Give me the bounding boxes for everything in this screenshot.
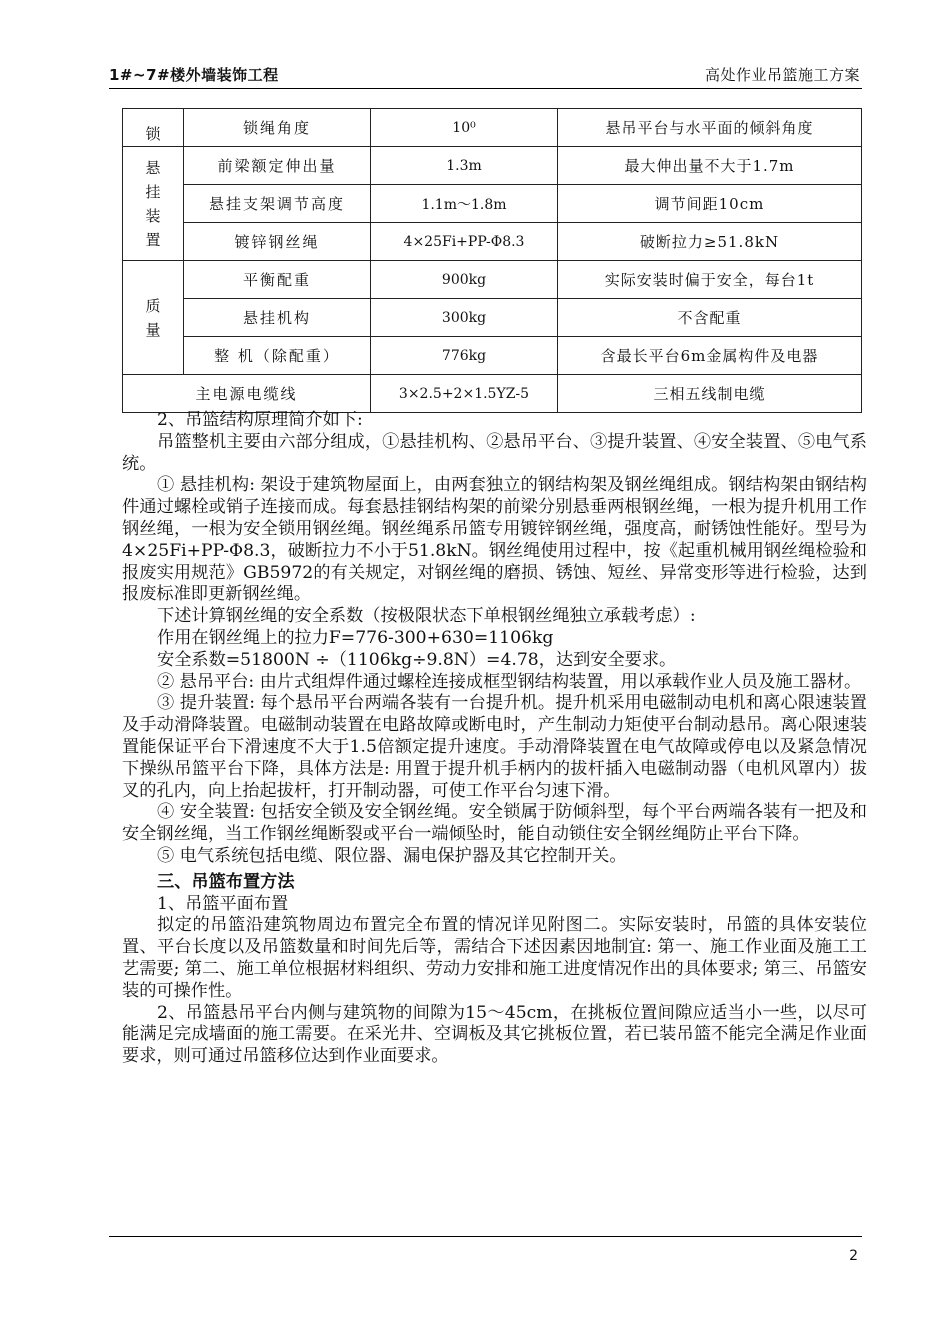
paragraph: 拟定的吊篮沿建筑物周边布置完全布置的情况详见附图二。实际安装时，吊篮的具体安装位置、平台长度以及吊篮数量和时间先后等，需结合下述因素因地制宜: 第一、施工作业面及施工工艺需要; 第二、施工单位根据材料组织、劳动力安排和施工进度情况作出的具体要求; 第三、吊篮安装的可操作性。	[122, 915, 867, 1001]
spec-table	[122, 108, 862, 413]
param-note: 实际安装时偏于安全，每台1t	[558, 261, 862, 299]
table-row	[123, 223, 862, 261]
paragraph: 吊篮整机主要由六部分组成，①悬挂机构、②悬吊平台、③提升装置、④安全装置、⑤电气系统。	[122, 431, 867, 474]
param-note: 悬吊平台与水平面的倾斜角度	[558, 109, 862, 147]
table-row	[123, 375, 862, 413]
header-rule	[109, 88, 862, 89]
category-cell-hang	[123, 147, 184, 261]
category-char: 质	[145, 296, 161, 315]
section-heading: 三、吊篮布置方法	[157, 871, 295, 892]
table-row	[123, 337, 862, 375]
param-value: 4×25Fi+PP-Φ8.3	[371, 223, 558, 261]
table-row	[123, 299, 862, 337]
footer-rule	[109, 1236, 862, 1237]
category-char: 量	[145, 320, 161, 339]
paragraph: ③ 提升装置: 每个悬吊平台两端各装有一台提升机。提升机采用电磁制动电机和离心限速装置及手动滑降装置。电磁制动装置在电路故障或断电时，产生制动力矩使平台制动悬吊。离心限速装置能保证平台下滑速度不大于1.5倍额定提升速度。手动滑降装置在电气故障或停电以及紧急情况下操纵吊篮平台下降，具体方法是: 用置于提升机手柄内的拔杆插入电磁制动器（电机风罩内）拔叉的孔内，向上抬起拔杆，打开制动器，可使工作平台匀速下滑。	[122, 693, 867, 801]
category-char: 挂	[145, 182, 161, 201]
header-project-title: 1#~7#楼外墙装饰工程	[109, 66, 279, 84]
param-value: 900kg	[371, 261, 558, 299]
param-note: 调节间距10cm	[558, 185, 862, 223]
param-name: 前梁额定伸出量	[184, 147, 371, 185]
paragraph: 2、吊篮悬吊平台内侧与建筑物的间隙为15～45cm，在挑板位置间隙应适当小一些，以尽可能满足完成墙面的施工需要。在采光井、空调板及其它挑板位置，若已装吊篮不能完全满足作业面要求，则可通过吊篮移位达到作业面要求。	[122, 1002, 867, 1067]
param-value: 1.3m	[371, 147, 558, 185]
param-note: 含最长平台6m金属构件及电器	[558, 337, 862, 375]
category-char: 装	[145, 206, 161, 225]
param-note: 破断拉力≥51.8kN	[558, 223, 862, 261]
category-cell-mass	[123, 261, 184, 375]
param-name: 平衡配重	[184, 261, 371, 299]
paragraph: 作用在钢丝绳上的拉力F=776-300+630=1106kg	[157, 627, 554, 648]
table-row	[123, 109, 862, 147]
paragraph: ⑤ 电气系统包括电缆、限位器、漏电保护器及其它控制开关。	[157, 845, 627, 866]
param-note: 最大伸出量不大于1.7m	[558, 147, 862, 185]
table-row	[123, 147, 862, 185]
param-name: 整 机（除配重）	[184, 337, 371, 375]
param-value: 10⁰	[371, 109, 558, 147]
page-number: 2	[849, 1248, 858, 1264]
param-value: 3×2.5+2×1.5YZ-5	[371, 375, 558, 413]
body-text	[122, 410, 867, 1068]
header-document-title: 高处作业吊篮施工方案	[704, 66, 860, 84]
paragraph: 2、吊篮结构原理简介如下:	[157, 410, 363, 430]
paragraph: 下述计算钢丝绳的安全系数（按极限状态下单根钢丝绳独立承载考虑）:	[157, 606, 696, 627]
param-name: 主电源电缆线	[123, 375, 371, 413]
param-note: 不含配重	[558, 299, 862, 337]
category-char: 置	[145, 230, 161, 249]
param-value: 300kg	[371, 299, 558, 337]
param-name: 镀锌钢丝绳	[184, 223, 371, 261]
param-note: 三相五线制电缆	[558, 375, 862, 413]
param-name: 锁绳角度	[184, 109, 371, 147]
param-value: 776kg	[371, 337, 558, 375]
subsection-heading: 1、吊篮平面布置	[157, 893, 289, 914]
paragraph: ② 悬吊平台: 由片式组焊件通过螺栓连接成框型钢结构装置，用以承载作业人员及施工器材。	[157, 671, 862, 692]
param-name: 悬挂机构	[184, 299, 371, 337]
paragraph: 安全系数=51800N ÷（1106kg÷9.8N）=4.78，达到安全要求。	[157, 649, 677, 670]
param-value: 1.1m～1.8m	[371, 185, 558, 223]
param-name: 悬挂支架调节高度	[184, 185, 371, 223]
category-cell: 锁	[123, 109, 184, 147]
paragraph: ① 悬挂机构: 架设于建筑物屋面上，由两套独立的钢结构架及钢丝绳组成。钢结构架由钢结构件通过螺栓或销子连接而成。每套悬挂钢结构架的前梁分别悬垂两根钢丝绳，一根为提升机用工作钢丝绳，一根为安全锁用钢丝绳。钢丝绳系吊篮专用镀锌钢丝绳，强度高，耐锈蚀性能好。型号为4×25Fi+PP-Φ8.3，破断拉力不小于51.8kN。钢丝绳使用过程中，按《起重机械用钢丝绳检验和报废实用规范》GB5972的有关规定，对钢丝绳的磨损、锈蚀、短丝、异常变形等进行检验，达到报废标准即更新钢丝绳。	[122, 475, 867, 605]
category-char: 悬	[145, 158, 161, 177]
paragraph: ④ 安全装置: 包括安全锁及安全钢丝绳。安全锁属于防倾斜型，每个平台两端各装有一把及和安全钢丝绳，当工作钢丝绳断裂或平台一端倾坠时，能自动锁住安全钢丝绳防止平台下降。	[122, 802, 867, 845]
table-row	[123, 185, 862, 223]
table-row	[123, 261, 862, 299]
